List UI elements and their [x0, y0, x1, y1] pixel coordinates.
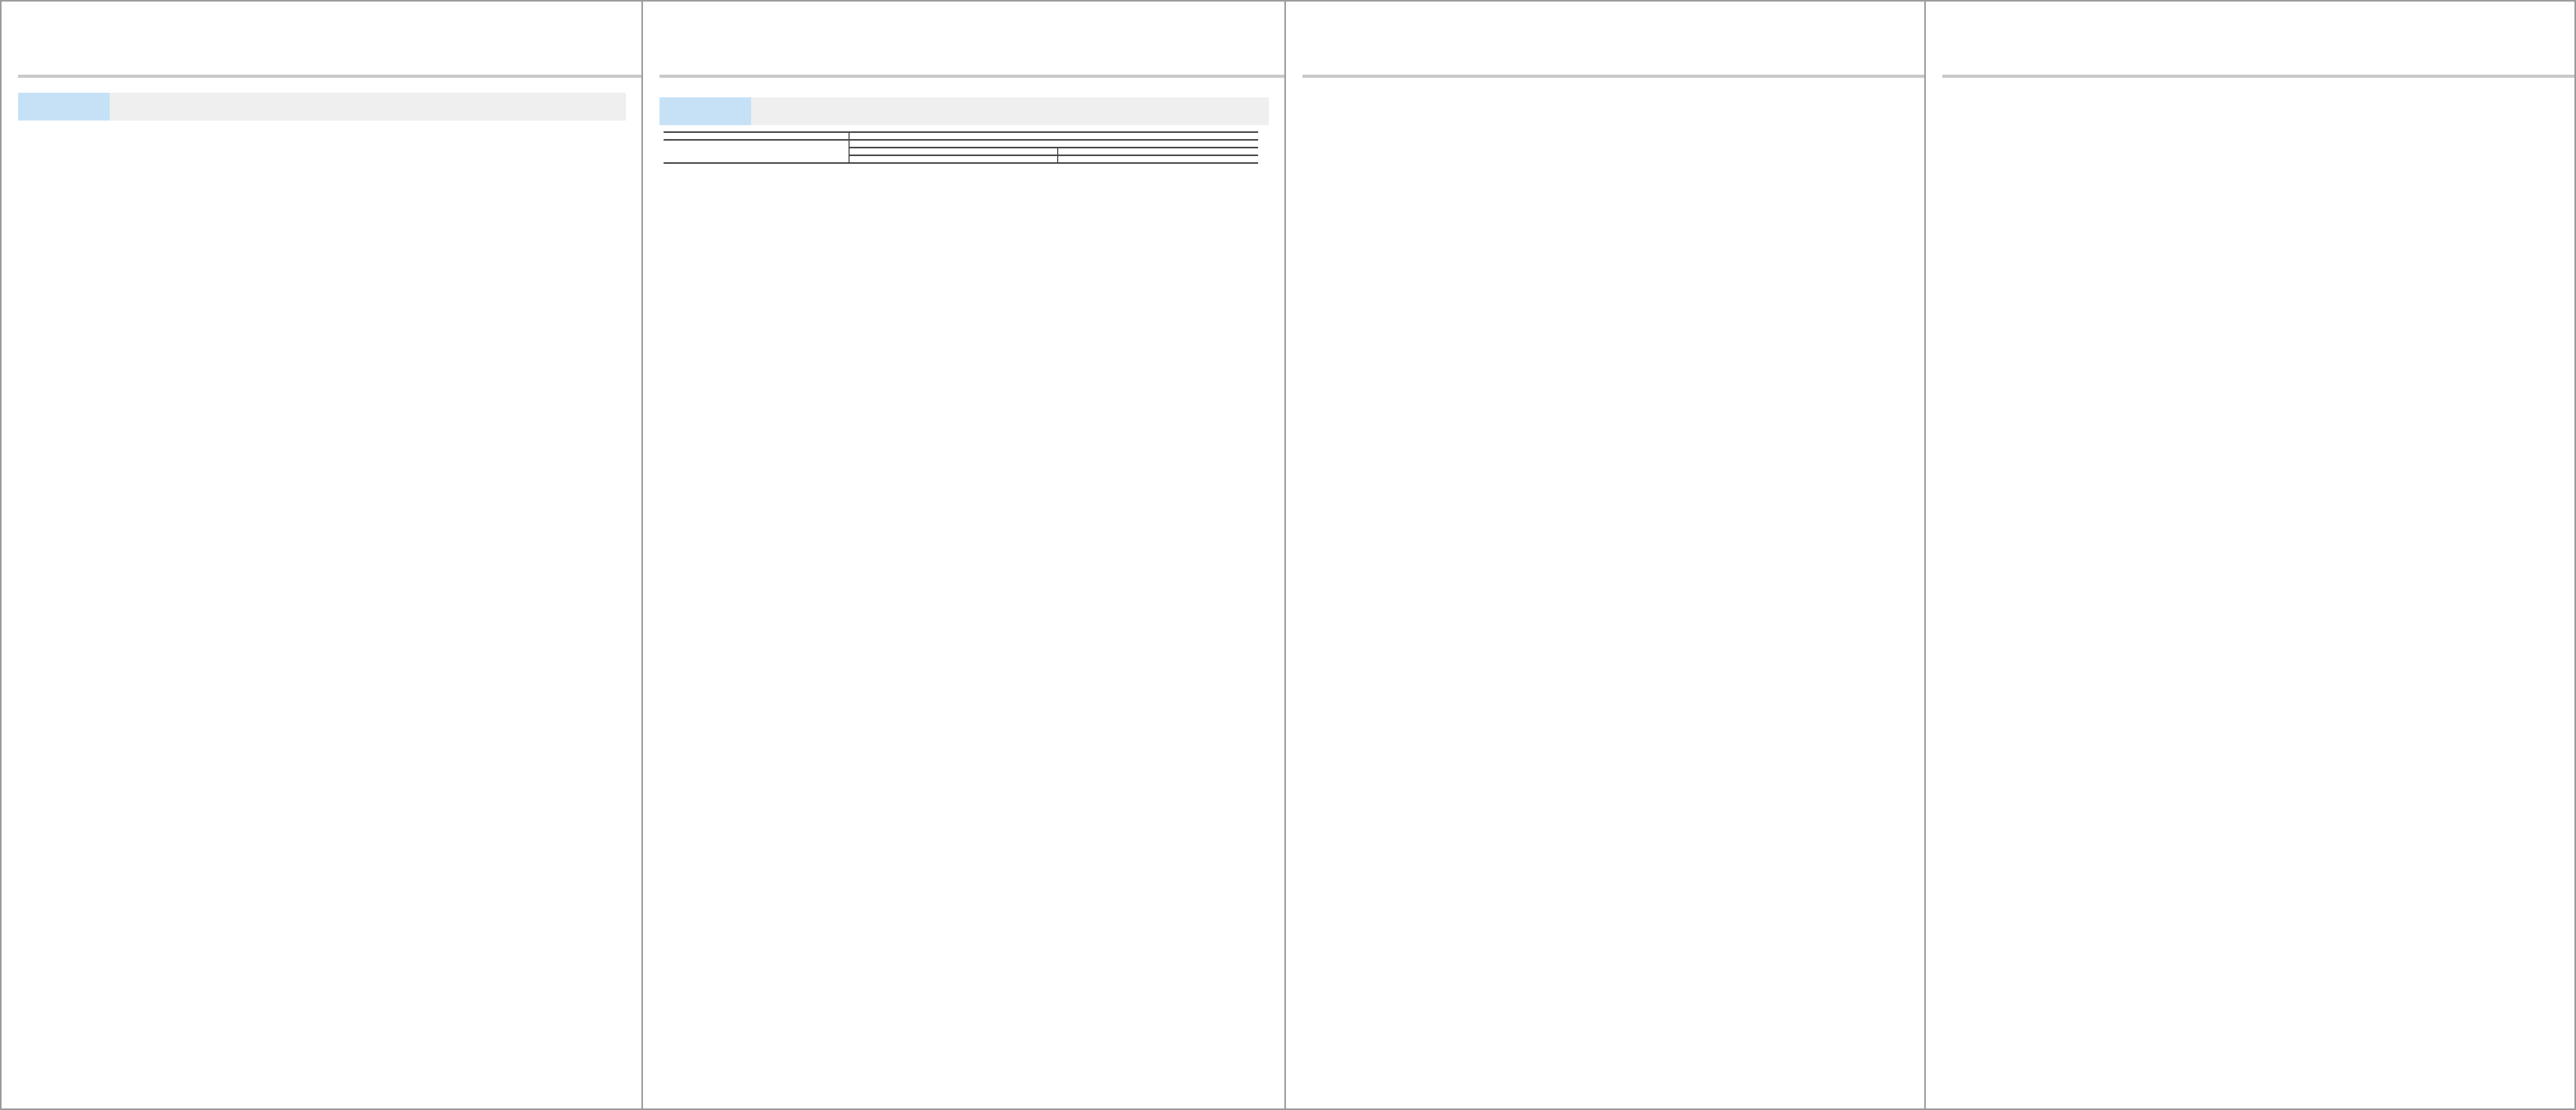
section-band-sunday — [18, 93, 626, 121]
news-content — [1936, 92, 2554, 106]
prayer-list — [664, 140, 849, 163]
meal-duty — [1058, 156, 1258, 163]
header-rule — [659, 75, 1284, 78]
band-blank — [751, 97, 1269, 125]
usher-list — [849, 156, 1058, 163]
section-band-next-week — [659, 97, 1269, 125]
usher-header — [849, 148, 1058, 156]
page-content — [2, 93, 641, 136]
page-header — [1926, 2, 2574, 79]
page-header — [643, 2, 1284, 79]
prayer-header — [664, 132, 849, 140]
page-05-church-news — [1926, 2, 2574, 1108]
band-title — [659, 97, 751, 125]
header-rule — [1942, 75, 2574, 78]
header-rule — [1302, 75, 1924, 78]
page-04-church-news — [1286, 2, 1926, 1108]
page-02-worship-order — [2, 2, 643, 1108]
band-title — [18, 93, 110, 121]
page-header — [1286, 2, 1924, 79]
meal-header — [1058, 148, 1258, 156]
offering-header — [849, 132, 1258, 140]
page-header — [2, 2, 641, 79]
band-times — [110, 93, 626, 121]
page-content — [643, 88, 1284, 173]
news-content — [1304, 94, 1904, 115]
header-rule — [18, 75, 641, 78]
offering-list — [849, 140, 1258, 148]
page-03-worship-order — [643, 2, 1286, 1108]
next-week-volunteers-table — [664, 131, 1258, 164]
